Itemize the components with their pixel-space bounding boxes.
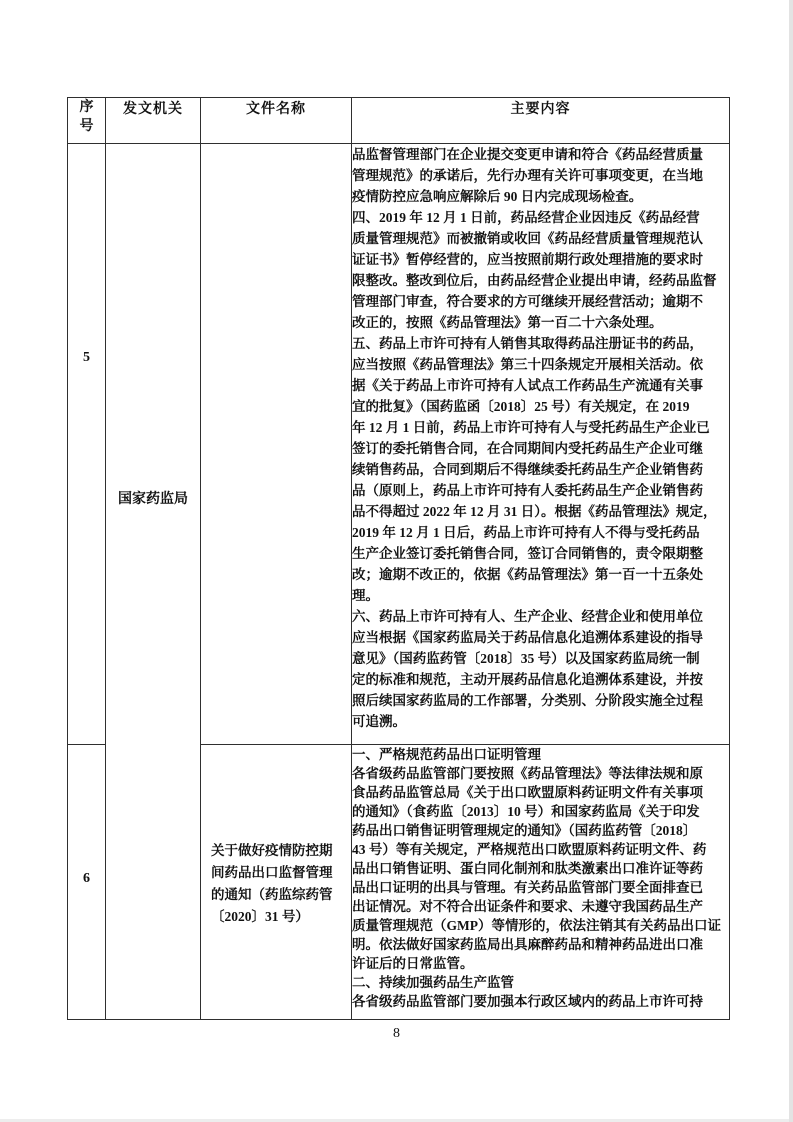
text-line: 品监督管理部门在企业提交变更申请和符合《药品经营质量	[352, 147, 703, 162]
text-line: 品（原则上，药品上市许可持有人委托药品生产企业销售药	[352, 483, 703, 498]
text-line: 药品出口销售证明管理规定的通知》（国药监药管〔2018〕	[352, 823, 697, 838]
text-line: 品出口销售证明、蛋白同化制剂和肽类激素出口准许证等药	[352, 861, 703, 876]
header-agency	[106, 98, 201, 144]
text-line: 证证书》暂停经营的，应当按照前期行政处理措施的要求时	[352, 252, 703, 267]
text-line: 二、持续加强药品生产监管	[352, 975, 514, 990]
text-line: 疫情防控应急响应解除后 90 日内完成现场检查。	[352, 189, 643, 204]
main-content-cell-6	[352, 745, 730, 1020]
seq-cell-5	[68, 144, 106, 745]
text-line: 五、药品上市许可持有人销售其取得药品注册证书的药品，	[352, 336, 703, 351]
text-line: 43 号）等有关规定，严格规范出口欧盟原料药证明文件、药	[352, 842, 707, 857]
text-line: 六、药品上市许可持有人、生产企业、经营企业和使用单位	[352, 609, 703, 624]
text-line: 出证情况。对不符合出证条件和要求、未遵守我国药品生产	[352, 899, 703, 914]
header-seq	[68, 98, 106, 144]
text-line: 一、严格规范药品出口证明管理	[352, 747, 541, 762]
text-line: 据《关于药品上市许可持有人试点工作药品生产流通有关事	[352, 378, 703, 393]
main-content-text-6	[352, 745, 729, 1011]
seq-number-5: 5	[83, 350, 90, 365]
regulation-summary-table	[67, 97, 730, 1020]
text-line: 食品药品监管总局《关于出口欧盟原料药证明文件有关事项	[352, 785, 703, 800]
text-line: 许证后的日常监管。	[352, 956, 474, 971]
text-line: 的通知》（食药监〔2013〕10 号）和国家药监局《关于印发	[352, 804, 700, 819]
table-row-5	[68, 144, 730, 745]
text-line: 品不得超过 2022 年 12 月 31 日）。根据《药品管理法》规定，	[352, 504, 717, 519]
text-line: 四、2019 年 12 月 1 日前，药品经营企业因违反《药品经营	[352, 210, 700, 225]
text-line: 照后续国家药监局的工作部署，分类别、分阶段实施全过程	[352, 693, 703, 708]
text-line: 品出口证明的出具与管理。有关药品监管部门要全面排查已	[352, 880, 703, 895]
header-doc-name-label: 文件名称	[246, 102, 306, 117]
text-line: 续销售药品，合同到期后不得继续委托药品生产企业销售药	[352, 462, 703, 477]
table-header-row	[68, 98, 730, 144]
text-line: 年 12 月 1 日前，药品上市许可持有人与受托药品生产企业已	[352, 420, 710, 435]
text-line: 质量管理规范》而被撤销或收回《药品经营质量管理规范认	[352, 231, 703, 246]
header-main-content	[352, 98, 730, 144]
text-line: 应当根据《国家药监局关于药品信息化追溯体系建设的指导	[352, 630, 703, 645]
text-line: 宜的批复》（国药监函〔2018〕25 号）有关规定，在 2019	[352, 399, 690, 414]
text-line: 意见》（国药监药管〔2018〕35 号）以及国家药监局统一制	[352, 651, 700, 666]
text-line: 间药品出口监督管理	[211, 865, 333, 880]
text-line: 的通知（药监综药管	[211, 887, 333, 902]
text-line: 〔2020〕31 号）	[211, 909, 309, 924]
text-line: 质量管理规范（GMP）等情形的，依法注销其有关药品出口证	[352, 918, 721, 933]
text-line: 定的标准和规范，主动开展药品信息化追溯体系建设，并按	[352, 672, 703, 687]
seq-number-6: 6	[83, 871, 90, 886]
text-line: 可追溯。	[352, 714, 406, 729]
agency-cell	[106, 144, 201, 1020]
header-doc-name	[201, 98, 352, 144]
text-line: 改正的，按照《药品管理法》第一百二十六条处理。	[352, 315, 663, 330]
text-line: 限整改。整改到位后，由药品经营企业提出申请，经药品监督	[352, 273, 717, 288]
doc-name-cell-6	[201, 745, 352, 1020]
text-line: 理。	[352, 588, 379, 603]
doc-name-cell-5	[201, 144, 352, 745]
text-line: 各省级药品监管部门要加强本行政区域内的药品上市许可持	[352, 994, 703, 1009]
text-line: 管理部门审查，符合要求的方可继续开展经营活动；逾期不	[352, 294, 703, 309]
text-line: 2019 年 12 月 1 日后，药品上市许可持有人不得与受托药品	[352, 525, 700, 540]
text-line: 关于做好疫情防控期	[211, 843, 333, 858]
text-line: 管理规范》的承诺后，先行办理有关许可事项变更，在当地	[352, 168, 703, 183]
text-line: 生产企业签订委托销售合同，签订合同销售的，责令限期整	[352, 546, 703, 561]
text-line: 明。依法做好国家药监局出具麻醉药品和精神药品进出口准	[352, 937, 703, 952]
text-line: 应当按照《药品管理法》第三十四条规定开展相关活动。依	[352, 357, 703, 372]
text-line: 改；逾期不改正的，依据《药品管理法》第一百一十五条处	[352, 567, 703, 582]
doc-name-text-6	[201, 745, 351, 928]
main-content-cell-5	[352, 144, 730, 745]
text-line: 签订的委托销售合同，在合同期间内受托药品生产企业可继	[352, 441, 703, 456]
main-content-text-5	[352, 144, 729, 732]
header-agency-label: 发文机关	[123, 102, 183, 117]
seq-cell-6	[68, 745, 106, 1020]
agency-name: 国家药监局	[118, 492, 188, 507]
header-main-content-label: 主要内容	[510, 102, 571, 117]
text-line: 各省级药品监管部门要按照《药品管理法》等法律法规和原	[352, 766, 703, 781]
page-number: 8	[393, 1026, 400, 1041]
header-seq-label: 序号	[79, 100, 94, 134]
